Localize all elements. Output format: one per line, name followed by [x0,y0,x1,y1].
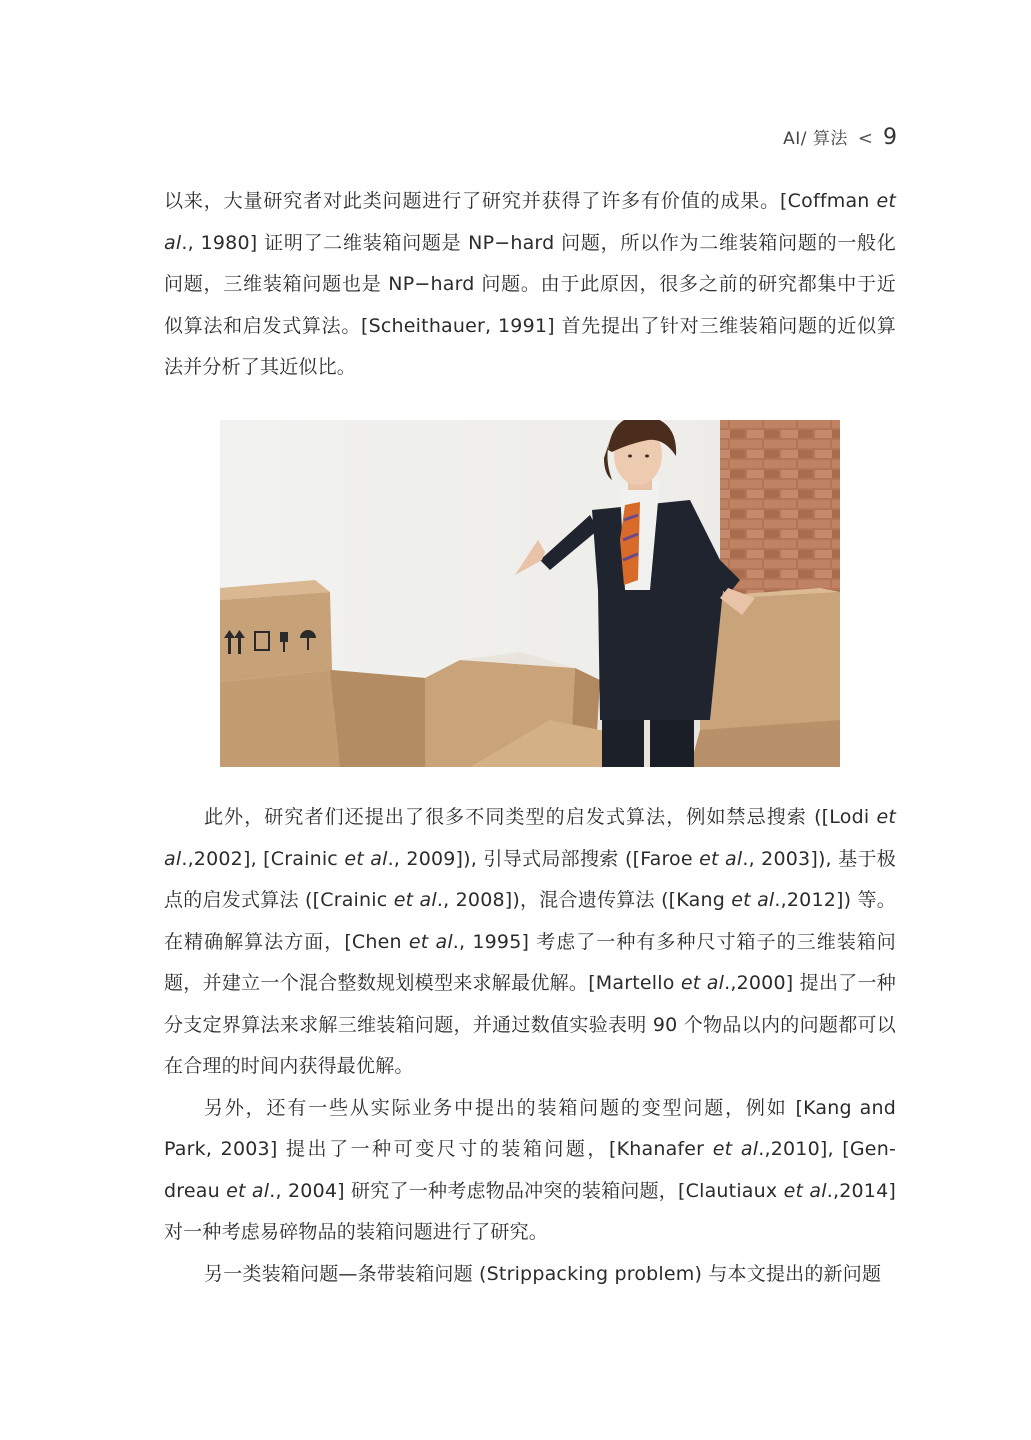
text-run: .,2012]) 等。在精确解算法方面，[Chen [164,889,896,953]
section-title: AI/ 算法 [783,129,848,149]
citation-et-al: et al [226,1179,270,1202]
paragraph-1 [164,181,896,389]
citation-et-al: et al [783,1179,827,1202]
page-number: 9 [883,125,897,150]
citation-et-al: et al [408,930,453,953]
text-run: 以来，大量研究者对此类问题进行了研究并获得了许多有价值的成果。[Coffman [164,190,877,212]
text-run: 另一类装箱问题—条带装箱问题 (Strippacking problem) 与本文提出的新问题 [204,1262,882,1285]
paragraph-2 [164,797,896,1295]
text-run: 另外，还有一些从实际业务中提出的装箱问题的变型问题，例如 [Kang and Park, 2003] 提出了一种可变尺寸的装箱问题，[Khanafer [164,1096,896,1160]
text-run: ., 1980] 证明了二维装箱问题是 NP−hard 问题，所以作为二维装箱问题的一般化问题，三维装箱问题也是 NP−hard 问题。由于此原因，很多之前的研究都集中于近似算法和启发式算法。[Scheithauer, 1991] 首先提出了针对三维装箱问题的近似算法并分析了其近似比。 [164,231,896,378]
text-run: .,2000] 提出了一种分支定界算法来求解三维装箱问题，并通过数值实验表明 90 个物品以内的问题都可以在合理的时间内获得最优解。 [164,972,896,1077]
citation-et-al: et al [731,889,775,911]
text-run: .,2002], [Crainic [181,847,345,870]
text-run: ., 1995] 考虑了一种有多种尺寸箱子的三维装箱问题，并建立一个混合整数规划模型来求解最优解。[Martello [164,930,896,994]
citation-et-al: et al [164,806,896,870]
chevron-left-icon: < [857,128,873,149]
text-run: ., 2003]), 基于极点的启发式算法 ([Crainic [164,847,897,911]
photo-man-with-boxes [220,420,840,767]
text-run: .,2010], [Gen-dreau [164,1138,896,1202]
text-run: .,2014] 对一种考虑易碎物品的装箱问题进行了研究。 [164,1179,896,1243]
text-run-italic: al [164,231,182,254]
text-run: ., 2004] 研究了一种考虑物品冲突的装箱问题，[Clautiaux [269,1179,784,1202]
citation-et-al: et al [699,847,743,870]
text-run: ., 2009]), 引导式局部搜索 ([Faroe [387,847,700,870]
citation-et-al: et al [680,972,725,994]
citation-et-al: et al [393,889,437,911]
page-header [783,124,897,150]
citation-et-al: et al [712,1138,759,1160]
text-run: 此外，研究者们还提出了很多不同类型的启发式算法，例如禁忌搜索 ([Lodi [204,806,877,828]
text-run: ., 2008])，混合遗传算法 ([Kang [436,889,732,911]
text-run-italic: et [876,190,896,212]
citation-et-al: et al [344,847,388,870]
